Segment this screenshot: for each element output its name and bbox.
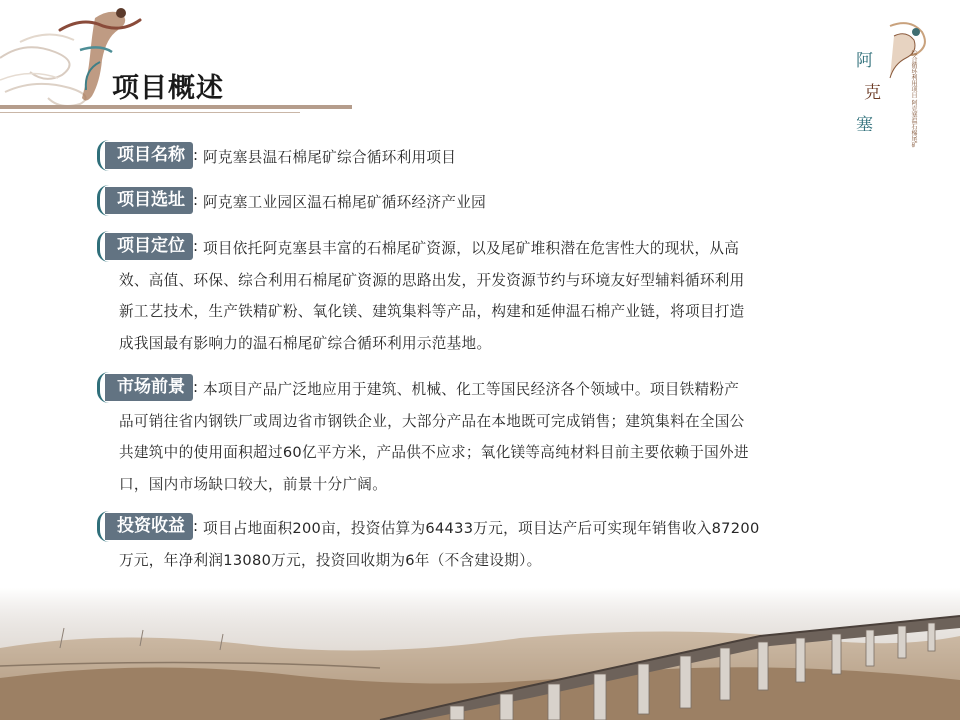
label-investment-return: 投资收益 [105,513,193,540]
title-underline-thin [0,112,300,113]
section-project-positioning: 项目定位 : 项目依托阿克塞县丰富的石棉尾矿资源，以及尾矿堆积潜在危害性大的现状，从高 效、高值、环保、综合利用石棉尾矿资源的思路出发，开发资源节约与环境友好型辅料循环利用 新工艺技术，生产铁精矿粉、氧化镁、建筑集料等产品，构建和延伸温石棉产业链，将项目打造 成我国最有影响力的温石棉尾矿综合循环利用示范基地。 [97,233,867,359]
section-investment-return: 投资收益 : 项目占地面积200亩，投资估算为64433万元，项目达产后可实现年销售收入87200 万元，年净利润13080万元，投资回收期为6年（不含建设期）。 [97,513,867,576]
label-project-site: 项目选址 [105,187,193,214]
market-line: 口，国内市场缺口较大，前景十分广阔。 [119,475,388,493]
label-market-outlook: 市场前景 [105,374,193,401]
page-title: 项目概述 [112,73,224,104]
section-market-outlook: 市场前景 : 本项目产品广泛地应用于建筑、机械、化工等国民经济各个领域中。项目铁精粉产 品可销往省内钢铁厂或周边省市钢铁企业，大部分产品在本地既可完成销售；建筑集料在全国公 共建筑中的使用面积超过60亿平方米，产品供不应求；氧化镁等高纯材料目前主要依赖于国外进 口，国内市场缺口较大，前景十分广阔。 [97,374,867,500]
logo-char-1: 阿 [856,51,873,71]
positioning-line: 项目依托阿克塞县丰富的石棉尾矿资源，以及尾矿堆积潜在危害性大的现状，从高 [203,240,740,257]
positioning-line: 效、高值、环保、综合利用石棉尾矿资源的思路出发，开发资源节约与环境友好型辅料循环利用 [119,271,745,289]
positioning-line: 成我国最有影响力的温石棉尾矿综合循环利用示范基地。 [119,334,492,352]
title-underline [0,105,352,109]
logo-subtitle: 综合循环利用项目 阿克塞温石棉尾矿 [910,50,917,148]
project-name-text: 阿克塞县温石棉尾矿综合循环利用项目 [203,149,457,166]
market-line: 共建筑中的使用面积超过60亿平方米，产品供不应求；氧化镁等高纯材料目前主要依赖于国外进 [119,444,749,461]
market-line: 本项目产品广泛地应用于建筑、机械、化工等国民经济各个领域中。项目铁精粉产 [203,381,740,398]
project-site-text: 阿克塞工业园区温石棉尾矿循环经济产业园 [203,194,486,211]
viaduct-photo [0,588,960,720]
label-project-name: 项目名称 [105,142,193,169]
market-line: 品可销往省内钢铁厂或周边省市钢铁企业，大部分产品在本地既可完成销售；建筑集料在全国公 [119,412,745,430]
positioning-line: 新工艺技术，生产铁精矿粉、氧化镁、建筑集料等产品，构建和延伸温石棉产业链，将项目打造 [119,303,745,320]
label-project-positioning: 项目定位 [105,233,193,260]
logo-char-2: 克 [864,83,881,103]
section-project-site: 项目选址 : 阿克塞工业园区温石棉尾矿循环经济产业园 [97,187,867,219]
logo-char-3: 塞 [856,115,873,135]
section-project-name: 项目名称 : 阿克塞县温石棉尾矿综合循环利用项目 [97,142,867,174]
akesai-logo [850,18,930,143]
investment-line: 项目占地面积200亩，投资估算为64433万元，项目达产后可实现年销售收入87200 [203,520,760,537]
investment-line: 万元，年净利润13080万元，投资回收期为6年（不含建设期）。 [119,551,542,569]
